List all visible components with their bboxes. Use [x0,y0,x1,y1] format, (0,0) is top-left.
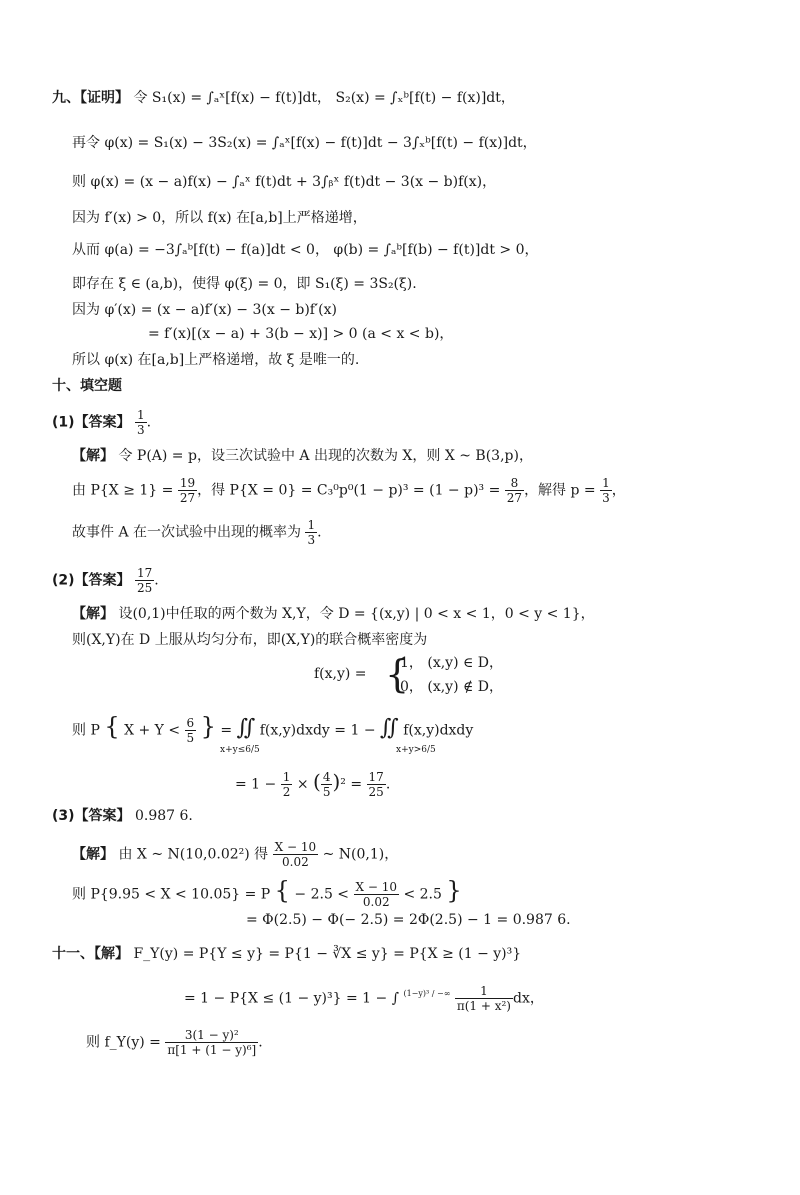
q2-answer-den: 25 [137,581,153,595]
q2-solution-label: 【解】 [72,606,114,622]
q2-e1a: 则 P [72,722,100,739]
q3-solution-line-2 [72,876,462,909]
section11-l1: F_Y(y) = P{Y ≤ y} = P{1 − ∛X ≤ y} = P{X ≥ (1 − y)³} [133,946,522,962]
q2-frac-17-25 [367,770,386,799]
q2-region-sub-2: x+y>6/5 [396,745,436,755]
q2-piecewise-case-1: 1， (x,y) ∈ D， [400,655,504,671]
double-integral-glyph: ∬ [236,715,256,741]
q2-solution-line-2: 则(X,Y)在 D 上服从均匀分布，即(X,Y)的联合概率密度为 [72,632,428,648]
section11-l3a: 则 f_Y(y) = [86,1034,161,1051]
section9-heading: 九、【证明】 [52,90,129,106]
q3-l1a: 由 X ~ N(10,0.02²) 得 [118,846,269,863]
q3-answer-line [52,806,193,826]
q2-e1d: f(x,y)dxdy = 1 − [259,722,376,739]
section11-density-fraction [165,1028,258,1057]
q2-answer-label: (2)【答案】 [52,572,131,589]
q2-e2fd2: 5 [322,785,331,799]
q3-l2fn: X − 10 [355,880,397,894]
q1-l3b: . [317,524,322,541]
q3-l1fd: 0.02 [282,855,309,869]
q2-frac-4-5 [321,770,333,799]
q1-f2d: 27 [506,491,523,505]
q3-answer-label: (3)【答案】 [52,808,131,824]
q2-e1b: X + Y < [124,722,181,739]
section9-line-8: = f′(x)[(x − a) + 3(b − x)] > 0 (a < x < b)， [148,326,454,342]
section11-l3fn: 3(1 − y)² [165,1028,258,1043]
q3-frac-standardize-2 [354,880,400,909]
q3-solution-line-3: = Φ(2.5) − Φ(− 2.5) = 2Φ(2.5) − 1 = 0.987 6. [246,912,571,928]
q1-l2c: ，解得 p = [524,482,596,499]
right-brace-glyph: } [200,712,216,741]
q2-e2a: = 1 − [235,776,277,793]
q3-l1fn: X − 10 [274,840,317,854]
double-integral-glyph: ∬ [380,715,399,741]
section9-line-2: 再令 φ(x) = S₁(x) − 3S₂(x) = ∫ₐˣ[f(x) − f(t)]dt − 3∫ₓᵇ[f(t) − f(x)]dt， [72,135,537,151]
section11-l2a: = 1 − P{X ≤ (1 − y)³} = 1 − ∫ [184,990,399,1007]
q3-l2a: 则 P{9.95 < X < 10.05} = P [72,886,271,903]
q2-answer-line [52,566,159,595]
q2-equation-line-2 [235,770,390,799]
left-brace-glyph: { [385,652,410,696]
q2-e2fn3: 17 [368,770,384,784]
q2-region-sub-1: x+y≤6/5 [220,745,260,755]
section11-line-1 [52,944,521,964]
q3-frac-standardize [273,840,319,869]
section11-line-2 [184,984,544,1013]
q1-answer-tail: . [146,414,152,431]
section11-l2fd: π(1 + x²) [456,999,511,1013]
q3-answer-value: 0.987 6. [135,808,193,824]
q1-l2b: ，得 P{X = 0} = C₃⁰p⁰(1 − p)³ = (1 − p)³ = [197,482,501,499]
section9-line-3: 则 φ(x) = (x − a)f(x) − ∫ₐˣ f(t)dt + 3∫ᵦˣ f(t)dt − 3(x − b)f(x)， [72,174,497,190]
q2-frac-1-2 [281,770,293,799]
q2-e1fn: 6 [186,716,195,730]
q2-e2fd: 2 [282,785,291,799]
q1-solution-line-2 [72,476,626,505]
q1-f3d: 3 [602,491,610,505]
section11-l2fn: 1 [455,984,513,999]
right-brace-glyph: } [446,876,462,905]
q2-e2fd3: 25 [368,785,384,799]
q1-frac-1-3 [600,476,612,505]
left-paren-glyph: ( [313,769,321,794]
q2-answer-num: 17 [137,566,153,580]
q2-e1c: = [220,722,233,739]
q2-e1e: f(x,y)dxdy [403,722,474,739]
q3-solution-label: 【解】 [72,846,114,863]
q1-answer-num: 1 [137,408,145,422]
q1-f1d: 27 [179,491,196,505]
q2-e1fd: 5 [186,731,195,745]
q3-l1b: ~ N(0,1)， [322,846,399,863]
section9-line-7: 因为 φ′(x) = (x − a)f′(x) − 3(x − b)f′(x) [72,302,337,318]
left-brace-glyph: { [274,876,290,905]
right-paren-glyph: ) [332,769,341,794]
section9-line-4: 因为 f′(x) > 0，所以 f(x) 在[a,b]上严格递增， [72,210,367,226]
section11-cauchy-fraction [455,984,513,1013]
q1-frac-conclusion [305,518,317,547]
q3-l2fd: 0.02 [362,895,390,909]
q3-l2b: − 2.5 < [294,886,350,903]
section11-line-3 [86,1028,263,1057]
q2-solution-text-1: 设(0,1)中任取的两个数为 X,Y，令 D = {(x,y) | 0 < x < 1，0 < y < 1}， [118,606,595,622]
q2-e2c: ² = [340,776,363,793]
q1-solution-line-3 [72,518,322,547]
q2-frac-6-5 [185,716,197,745]
q2-answer-tail: . [154,572,159,589]
q2-answer-fraction [135,566,154,595]
q1-frac-8-27 [505,476,524,505]
q1-l3a: 故事件 A 在一次试验中出现的概率为 [72,524,302,541]
section11-l2b: dx， [512,990,544,1007]
q2-piecewise-case-2: 0， (x,y) ∉ D， [400,679,504,695]
q1-f3n: 1 [602,476,610,490]
q1-f4n: 1 [307,518,316,532]
left-brace-glyph: { [104,712,120,741]
q1-l2d: ， [611,482,626,499]
section11-l3b: . [258,1034,263,1051]
q1-solution-text-1: 令 P(A) = p，设三次试验中 A 出现的次数为 X，则 X ~ B(3,p)， [118,448,533,464]
section11-integral-limits: (1−y)³ / −∞ [403,989,451,998]
q1-answer-line [52,408,151,437]
q3-solution-line-1 [72,840,398,869]
q1-l2a: 由 P{X ≥ 1} = [72,482,174,499]
q2-e2b: × [296,776,309,793]
q1-f1n: 19 [179,476,196,490]
section9-line-6: 即存在 ξ ∈ (a,b)，使得 φ(ξ) = 0，即 S₁(ξ) = 3S₂(ξ). [72,276,417,292]
q1-answer-label: (1)【答案】 [52,414,131,431]
section9-line-5: 从而 φ(a) = −3∫ₐᵇ[f(t) − f(a)]dt < 0， φ(b) = ∫ₐᵇ[f(b) − f(t)]dt > 0， [72,242,539,258]
q2-e2fn2: 4 [322,770,331,784]
q2-e2fn: 1 [282,770,291,784]
section9-line-9: 所以 φ(x) 在[a,b]上严格递增，故 ξ 是唯一的. [72,352,360,368]
q1-answer-den: 3 [137,423,145,437]
section11-heading: 十一、【解】 [52,946,129,962]
q2-solution-line-1 [72,604,595,624]
q1-solution-line-1 [72,446,533,466]
section9-text: 令 S₁(x) = ∫ₐˣ[f(x) − f(t)]dt， S₂(x) = ∫ₓᵇ[f(t) − f(x)]dt， [133,90,515,106]
q2-e2d: . [385,776,391,793]
q1-frac-19-27 [178,476,197,505]
q3-l2c: < 2.5 [403,886,442,903]
q2-piecewise-lhs: f(x,y) = [314,666,367,682]
q1-f4d: 3 [307,533,316,547]
section9-line-1 [52,88,515,108]
q1-solution-label: 【解】 [72,448,114,464]
section11-l3fd: π[1 + (1 − y)⁶] [167,1043,257,1057]
q1-answer-fraction [135,408,147,437]
section10-heading: 十、填空题 [52,378,122,394]
q1-f2n: 8 [505,476,524,491]
